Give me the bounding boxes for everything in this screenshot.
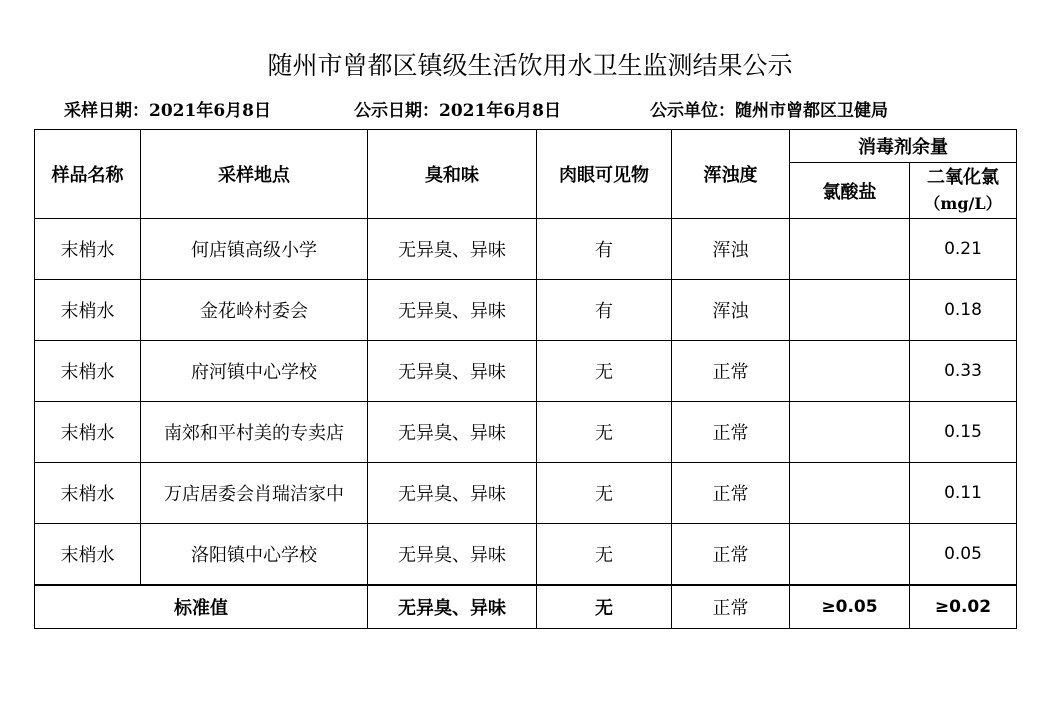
table-row	[35, 280, 1017, 341]
cell-turbidity: 正常	[672, 341, 790, 402]
cell-odor: 无异臭、异味	[368, 463, 537, 524]
table-row	[35, 219, 1017, 280]
cell-visible: 有	[537, 280, 672, 341]
header-chlorine-dioxide-label: 二氧化氯	[927, 166, 999, 188]
table-row	[35, 463, 1017, 524]
cell-chlorate	[790, 463, 910, 524]
cell-location: 洛阳镇中心学校	[141, 524, 368, 585]
cell-turbidity: 正常	[672, 463, 790, 524]
standard-chlorate: ≥0.05	[790, 585, 910, 629]
cell-name: 末梢水	[35, 280, 141, 341]
publisher: 公示单位：随州市曾都区卫健局	[650, 101, 888, 121]
cell-odor: 无异臭、异味	[368, 280, 537, 341]
cell-turbidity: 正常	[672, 402, 790, 463]
cell-location: 府河镇中心学校	[141, 341, 368, 402]
cell-visible: 无	[537, 402, 672, 463]
header-sample-name: 样品名称	[35, 130, 141, 219]
cell-clo2: 0.05	[910, 524, 1017, 585]
cell-location: 何店镇高级小学	[141, 219, 368, 280]
cell-chlorate	[790, 524, 910, 585]
cell-name: 末梢水	[35, 463, 141, 524]
page-title: 随州市曾都区镇级生活饮用水卫生监测结果公示	[267, 51, 793, 80]
header-turbidity: 浑浊度	[672, 130, 790, 219]
header-chlorine-dioxide-unit: （mg/L）	[924, 193, 1002, 213]
cell-clo2: 0.11	[910, 463, 1017, 524]
cell-turbidity: 浑浊	[672, 280, 790, 341]
cell-turbidity: 正常	[672, 524, 790, 585]
cell-visible: 无	[537, 463, 672, 524]
cell-visible: 无	[537, 524, 672, 585]
cell-turbidity: 浑浊	[672, 219, 790, 280]
standard-turbidity: 正常	[672, 585, 790, 629]
cell-name: 末梢水	[35, 341, 141, 402]
header-odor: 臭和味	[368, 130, 537, 219]
cell-visible: 有	[537, 219, 672, 280]
cell-location: 金花岭村委会	[141, 280, 368, 341]
cell-odor: 无异臭、异味	[368, 341, 537, 402]
header-row-top	[35, 130, 1017, 163]
cell-clo2: 0.15	[910, 402, 1017, 463]
cell-location: 南郊和平村美的专卖店	[141, 402, 368, 463]
standard-label: 标准值	[35, 585, 368, 629]
header-location: 采样地点	[141, 130, 368, 219]
cell-visible: 无	[537, 341, 672, 402]
cell-name: 末梢水	[35, 402, 141, 463]
cell-clo2: 0.18	[910, 280, 1017, 341]
sample-date: 采样日期：2021年6月8日	[64, 101, 271, 121]
standard-clo2: ≥0.02	[910, 585, 1017, 629]
cell-chlorate	[790, 280, 910, 341]
header-chlorate: 氯酸盐	[790, 163, 910, 219]
table-row	[35, 402, 1017, 463]
standard-odor: 无异臭、异味	[368, 585, 537, 629]
cell-name: 末梢水	[35, 219, 141, 280]
cell-location: 万店居委会肖瑞洁家中	[141, 463, 368, 524]
cell-odor: 无异臭、异味	[368, 402, 537, 463]
header-visible: 肉眼可见物	[537, 130, 672, 219]
standard-visible: 无	[537, 585, 672, 629]
table-row	[35, 341, 1017, 402]
header-chlorine-dioxide	[910, 163, 1017, 219]
results-table	[34, 129, 1017, 629]
cell-name: 末梢水	[35, 524, 141, 585]
cell-chlorate	[790, 341, 910, 402]
header-disinfectant: 消毒剂余量	[790, 130, 1017, 163]
publish-date: 公示日期：2021年6月8日	[354, 101, 561, 121]
standard-row	[35, 585, 1017, 629]
table-row	[35, 524, 1017, 585]
cell-chlorate	[790, 219, 910, 280]
cell-chlorate	[790, 402, 910, 463]
cell-odor: 无异臭、异味	[368, 219, 537, 280]
cell-clo2: 0.33	[910, 341, 1017, 402]
cell-clo2: 0.21	[910, 219, 1017, 280]
cell-odor: 无异臭、异味	[368, 524, 537, 585]
